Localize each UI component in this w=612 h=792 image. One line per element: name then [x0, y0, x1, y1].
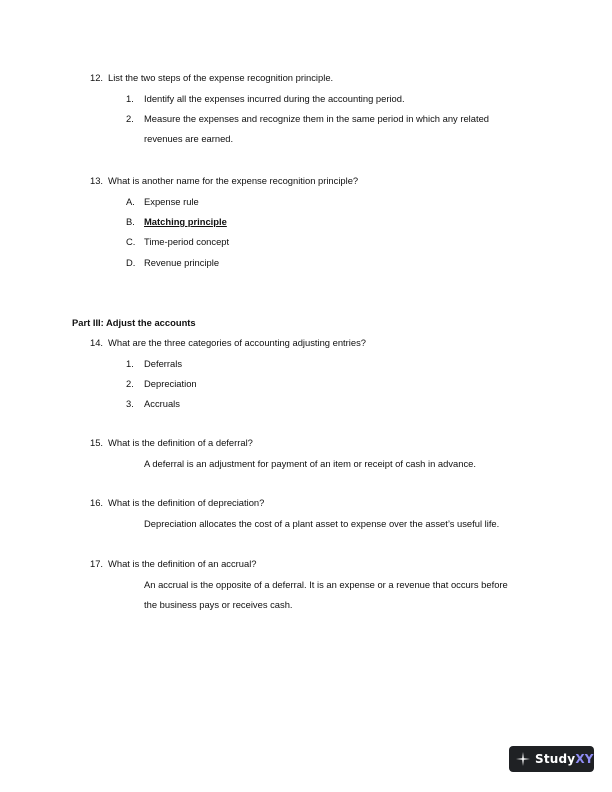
- option-text: Revenue principle: [144, 257, 220, 268]
- brand-logo-text: [535, 752, 594, 766]
- list-marker: 1.: [126, 358, 134, 369]
- list-item-text: Accruals: [144, 398, 180, 409]
- list-marker: 1.: [126, 93, 134, 104]
- answer-text: A deferral is an adjustment for payment of an item or receipt of cash in advance.: [144, 458, 476, 469]
- list-marker: 2.: [126, 113, 134, 124]
- option-marker: C.: [126, 236, 136, 247]
- answer-text: Depreciation allocates the cost of a plant asset to expense over the asset’s useful life.: [144, 518, 500, 529]
- question-number: 12.: [90, 72, 104, 83]
- question-number: 17.: [90, 558, 104, 569]
- option-marker: B.: [126, 216, 135, 227]
- question-number: 16.: [90, 497, 104, 508]
- question-text: What is the definition of depreciation?: [108, 497, 265, 508]
- option-marker: A.: [126, 196, 135, 207]
- list-item-text: Depreciation: [144, 378, 197, 389]
- question-text: List the two steps of the expense recognition principle.: [108, 72, 334, 83]
- option-marker: D.: [126, 257, 136, 268]
- list-item-text: Identify all the expenses incurred during the accounting period.: [144, 93, 405, 104]
- brand-main: Study: [535, 752, 576, 766]
- list-item-text: Measure the expenses and recognize them in the same period in which any related: [144, 113, 489, 124]
- option-text: Time-period concept: [144, 236, 230, 247]
- question-number: 13.: [90, 175, 104, 186]
- question-number: 15.: [90, 437, 104, 448]
- studyxy-badge[interactable]: [509, 746, 594, 772]
- question-text: What is the definition of a deferral?: [108, 437, 253, 448]
- correct-option-text: Matching principle: [144, 216, 227, 227]
- list-marker: 3.: [126, 398, 134, 409]
- plus-sparkle-icon: [516, 752, 530, 766]
- question-text: What is another name for the expense recognition principle?: [108, 175, 359, 186]
- question-number: 14.: [90, 337, 104, 348]
- list-marker: 2.: [126, 378, 134, 389]
- question-text: What are the three categories of accounting adjusting entries?: [108, 337, 366, 348]
- list-item-text: Deferrals: [144, 358, 183, 369]
- brand-accent: XY: [575, 752, 594, 766]
- answer-text: the business pays or receives cash.: [144, 599, 293, 610]
- option-text: Expense rule: [144, 196, 199, 207]
- answer-text: An accrual is the opposite of a deferral. It is an expense or a revenue that occurs before: [144, 579, 508, 590]
- list-item-text: revenues are earned.: [144, 133, 234, 144]
- question-text: What is the definition of an accrual?: [108, 558, 257, 569]
- section-heading: Part III: Adjust the accounts: [72, 317, 196, 328]
